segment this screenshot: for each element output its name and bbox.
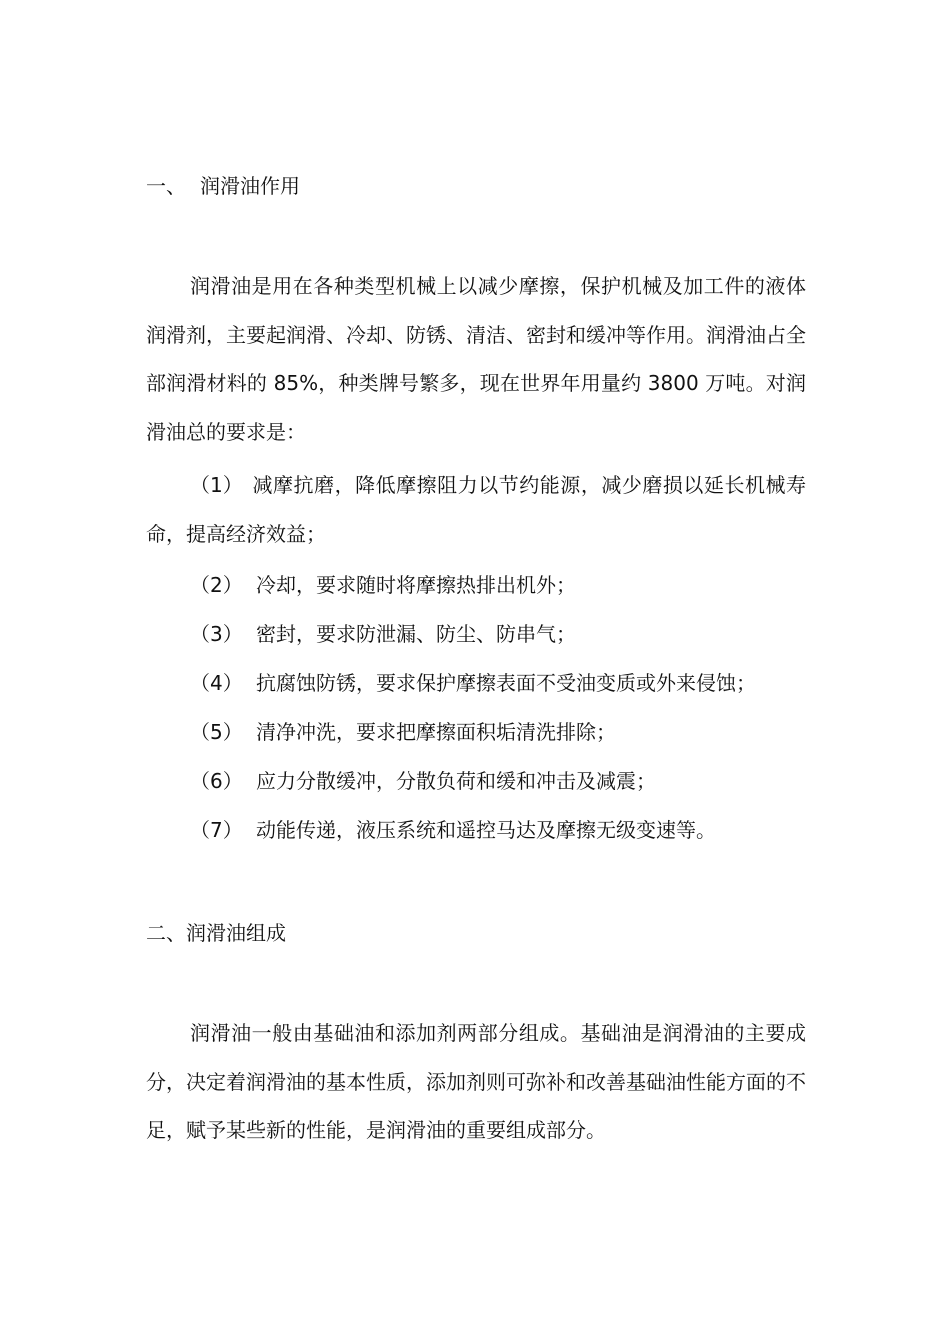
list-item-6-marker: （6） — [190, 769, 243, 793]
list-item-1 — [146, 461, 806, 558]
list-item-2-text: 冷却，要求随时将摩擦热排出机外； — [256, 573, 576, 597]
list-item-2 — [146, 561, 806, 610]
list-item-7-text: 动能传递，液压系统和遥控马达及摩擦无级变速等。 — [256, 818, 716, 842]
list-item-4-text: 抗腐蚀防锈，要求保护摩擦表面不受油变质或外来侵蚀； — [256, 671, 756, 695]
section-1-number: 一、 — [146, 174, 186, 198]
list-item-5-text: 清净冲洗，要求把摩擦面积垢清洗排除； — [256, 720, 616, 744]
list-item-3 — [146, 610, 806, 659]
list-item-4-marker: （4） — [190, 671, 243, 695]
list-item-1-text: 减摩抗磨，降低摩擦阻力以节约能源，减少磨损以延长机械寿命，提高经济效益； — [146, 473, 806, 546]
list-item-5 — [146, 708, 806, 757]
section-1-heading — [146, 172, 300, 200]
list-item-7-marker: （7） — [190, 818, 243, 842]
list-item-3-marker: （3） — [190, 622, 243, 646]
list-item-2-marker: （2） — [190, 573, 243, 597]
list-item-5-marker: （5） — [190, 720, 243, 744]
list-item-3-text: 密封，要求防泄漏、防尘、防串气； — [256, 622, 576, 646]
list-item-4 — [146, 659, 806, 708]
list-item-6 — [146, 757, 806, 806]
list-item-6-text: 应力分散缓冲，分散负荷和缓和冲击及减震； — [256, 769, 656, 793]
list-item-1-marker: （1） — [190, 473, 243, 497]
list-item-7 — [146, 806, 806, 855]
section-2-heading: 二、润滑油组成 — [146, 921, 286, 945]
section-1-paragraph: 润滑油是用在各种类型机械上以减少摩擦，保护机械及加工件的液体润滑剂，主要起润滑、冷却、防锈、清洁、密封和缓冲等作用。润滑油占全部润滑材料的 85%，种类牌号繁多，现在世界年用量约 3800 万吨。对润滑油总的要求是： — [146, 274, 806, 444]
section-1-title: 润滑油作用 — [200, 174, 300, 198]
section-2-paragraph: 润滑油一般由基础油和添加剂两部分组成。基础油是润滑油的主要成分，决定着润滑油的基本性质，添加剂则可弥补和改善基础油性能方面的不足，赋予某些新的性能，是润滑油的重要组成部分。 — [146, 1021, 806, 1142]
